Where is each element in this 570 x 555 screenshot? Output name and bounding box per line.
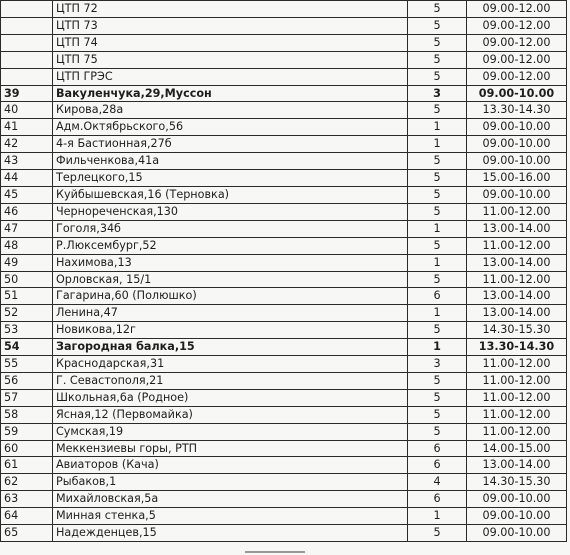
count-cell: 6 <box>408 288 467 305</box>
table-row <box>1 119 567 136</box>
row-number-cell: 64 <box>1 508 53 525</box>
table-row <box>1 102 567 119</box>
row-number-cell: 57 <box>1 389 53 406</box>
address-cell: ЦТП 72 <box>53 1 408 18</box>
time-range-cell: 09.00-12.00 <box>467 1 567 18</box>
address-cell: Надежденцев,15 <box>53 525 408 542</box>
row-number-cell: 40 <box>1 102 53 119</box>
row-number-cell: 45 <box>1 186 53 203</box>
count-cell: 3 <box>408 356 467 373</box>
count-cell: 5 <box>408 322 467 339</box>
count-cell: 5 <box>408 102 467 119</box>
address-cell: Школьная,6а (Родное) <box>53 389 408 406</box>
time-range-cell: 14.30-15.30 <box>467 474 567 491</box>
row-number-cell: 47 <box>1 220 53 237</box>
address-cell: Куйбышевская,16 (Терновка) <box>53 186 408 203</box>
address-cell: Нахимова,13 <box>53 254 408 271</box>
time-range-cell: 11.00-12.00 <box>467 389 567 406</box>
address-cell: Сумская,19 <box>53 423 408 440</box>
address-cell: Краснодарская,31 <box>53 356 408 373</box>
time-range-cell: 09.00-10.00 <box>467 136 567 153</box>
table-row <box>1 389 567 406</box>
row-number-cell <box>1 34 53 51</box>
table-row <box>1 203 567 220</box>
table-row <box>1 186 567 203</box>
table-row <box>1 339 567 356</box>
time-range-cell: 09.00-10.00 <box>467 186 567 203</box>
count-cell: 5 <box>408 68 467 85</box>
time-range-cell: 13.00-14.00 <box>467 220 567 237</box>
count-cell: 5 <box>408 51 467 68</box>
address-cell: Авиаторов (Кача) <box>53 457 408 474</box>
row-number-cell: 54 <box>1 339 53 356</box>
count-cell: 5 <box>408 153 467 170</box>
count-cell: 6 <box>408 491 467 508</box>
table-row <box>1 51 567 68</box>
count-cell: 1 <box>408 508 467 525</box>
time-range-cell: 09.00-12.00 <box>467 34 567 51</box>
address-cell: Загородная балка,15 <box>53 339 408 356</box>
address-cell: Вакуленчука,29,Муссон <box>53 85 408 102</box>
count-cell: 6 <box>408 440 467 457</box>
time-range-cell: 09.00-10.00 <box>467 491 567 508</box>
time-range-cell: 14.00-15.00 <box>467 440 567 457</box>
table-row <box>1 170 567 187</box>
count-cell: 5 <box>408 423 467 440</box>
address-cell: ЦТП 73 <box>53 17 408 34</box>
time-range-cell: 09.00-10.00 <box>467 508 567 525</box>
time-range-cell: 11.00-12.00 <box>467 356 567 373</box>
time-range-cell: 09.00-10.00 <box>467 525 567 542</box>
table-row <box>1 474 567 491</box>
address-cell: Гагарина,60 (Полюшко) <box>53 288 408 305</box>
table-row <box>1 508 567 525</box>
time-range-cell: 13.00-14.00 <box>467 457 567 474</box>
address-cell: Чернореченская,130 <box>53 203 408 220</box>
table-row <box>1 322 567 339</box>
table-row <box>1 153 567 170</box>
time-range-cell: 11.00-12.00 <box>467 372 567 389</box>
table-row <box>1 17 567 34</box>
count-cell: 3 <box>408 85 467 102</box>
address-cell: ЦТП 74 <box>53 34 408 51</box>
count-cell: 5 <box>408 186 467 203</box>
table-row <box>1 237 567 254</box>
time-range-cell: 09.00-10.00 <box>467 85 567 102</box>
row-number-cell: 41 <box>1 119 53 136</box>
count-cell: 1 <box>408 305 467 322</box>
row-number-cell: 44 <box>1 170 53 187</box>
time-range-cell: 09.00-10.00 <box>467 153 567 170</box>
row-number-cell: 49 <box>1 254 53 271</box>
table-row <box>1 1 567 18</box>
count-cell: 5 <box>408 271 467 288</box>
count-cell: 5 <box>408 237 467 254</box>
count-cell: 6 <box>408 457 467 474</box>
count-cell: 5 <box>408 389 467 406</box>
count-cell: 5 <box>408 34 467 51</box>
table-row <box>1 356 567 373</box>
time-range-cell: 14.30-15.30 <box>467 322 567 339</box>
count-cell: 5 <box>408 525 467 542</box>
table-row <box>1 254 567 271</box>
time-range-cell: 11.00-12.00 <box>467 406 567 423</box>
address-cell: Михайловская,5а <box>53 491 408 508</box>
row-number-cell: 59 <box>1 423 53 440</box>
time-range-cell: 09.00-12.00 <box>467 51 567 68</box>
row-number-cell: 65 <box>1 525 53 542</box>
table-row <box>1 525 567 542</box>
row-number-cell: 63 <box>1 491 53 508</box>
table-row <box>1 85 567 102</box>
time-range-cell: 13.30-14.30 <box>467 339 567 356</box>
count-cell: 1 <box>408 119 467 136</box>
row-number-cell: 42 <box>1 136 53 153</box>
row-number-cell <box>1 68 53 85</box>
time-range-cell: 09.00-12.00 <box>467 68 567 85</box>
count-cell: 5 <box>408 372 467 389</box>
page-mark <box>245 551 305 553</box>
address-cell: ЦТП 75 <box>53 51 408 68</box>
table-row <box>1 457 567 474</box>
row-number-cell: 46 <box>1 203 53 220</box>
row-number-cell: 61 <box>1 457 53 474</box>
count-cell: 5 <box>408 203 467 220</box>
address-cell: Меккензиевы горы, РТП <box>53 440 408 457</box>
address-cell: Гоголя,34б <box>53 220 408 237</box>
address-cell: Ясная,12 (Первомайка) <box>53 406 408 423</box>
count-cell: 5 <box>408 406 467 423</box>
row-number-cell: 62 <box>1 474 53 491</box>
count-cell: 1 <box>408 136 467 153</box>
table-row <box>1 305 567 322</box>
time-range-cell: 11.00-12.00 <box>467 423 567 440</box>
address-cell: Терлецкого,15 <box>53 170 408 187</box>
row-number-cell <box>1 51 53 68</box>
address-cell: Г. Севастополя,21 <box>53 372 408 389</box>
row-number-cell: 52 <box>1 305 53 322</box>
row-number-cell <box>1 1 53 18</box>
address-cell: Кирова,28а <box>53 102 408 119</box>
row-number-cell: 43 <box>1 153 53 170</box>
address-cell: Минная стенка,5 <box>53 508 408 525</box>
address-cell: Ленина,47 <box>53 305 408 322</box>
address-cell: Рыбаков,1 <box>53 474 408 491</box>
time-range-cell: 11.00-12.00 <box>467 237 567 254</box>
time-range-cell: 13.30-14.30 <box>467 102 567 119</box>
table-row <box>1 440 567 457</box>
time-range-cell: 15.00-16.00 <box>467 170 567 187</box>
address-cell: Р.Люксембург,52 <box>53 237 408 254</box>
table-row <box>1 491 567 508</box>
time-range-cell: 11.00-12.00 <box>467 203 567 220</box>
row-number-cell: 51 <box>1 288 53 305</box>
row-number-cell: 60 <box>1 440 53 457</box>
address-cell: ЦТП ГРЭС <box>53 68 408 85</box>
row-number-cell: 48 <box>1 237 53 254</box>
address-cell: Фильченкова,41а <box>53 153 408 170</box>
count-cell: 5 <box>408 1 467 18</box>
table-row <box>1 220 567 237</box>
row-number-cell: 55 <box>1 356 53 373</box>
row-number-cell: 58 <box>1 406 53 423</box>
time-range-cell: 13.00-14.00 <box>467 254 567 271</box>
time-range-cell: 09.00-10.00 <box>467 119 567 136</box>
row-number-cell: 53 <box>1 322 53 339</box>
table-row <box>1 423 567 440</box>
time-range-cell: 11.00-12.00 <box>467 271 567 288</box>
count-cell: 1 <box>408 339 467 356</box>
table-row <box>1 288 567 305</box>
count-cell: 4 <box>408 474 467 491</box>
address-cell: 4-я Бастионная,27б <box>53 136 408 153</box>
time-range-cell: 09.00-12.00 <box>467 17 567 34</box>
count-cell: 1 <box>408 220 467 237</box>
count-cell: 1 <box>408 254 467 271</box>
table-row <box>1 34 567 51</box>
row-number-cell: 50 <box>1 271 53 288</box>
table-row <box>1 372 567 389</box>
time-range-cell: 13.00-14.00 <box>467 288 567 305</box>
schedule-table-body <box>1 1 567 542</box>
count-cell: 5 <box>408 17 467 34</box>
row-number-cell: 56 <box>1 372 53 389</box>
table-row <box>1 406 567 423</box>
address-cell: Адм.Октябрьского,56 <box>53 119 408 136</box>
address-cell: Новикова,12г <box>53 322 408 339</box>
row-number-cell <box>1 17 53 34</box>
address-cell: Орловская, 15/1 <box>53 271 408 288</box>
count-cell: 5 <box>408 170 467 187</box>
table-row <box>1 136 567 153</box>
table-row <box>1 68 567 85</box>
row-number-cell: 39 <box>1 85 53 102</box>
time-range-cell: 13.00-14.00 <box>467 305 567 322</box>
table-row <box>1 271 567 288</box>
